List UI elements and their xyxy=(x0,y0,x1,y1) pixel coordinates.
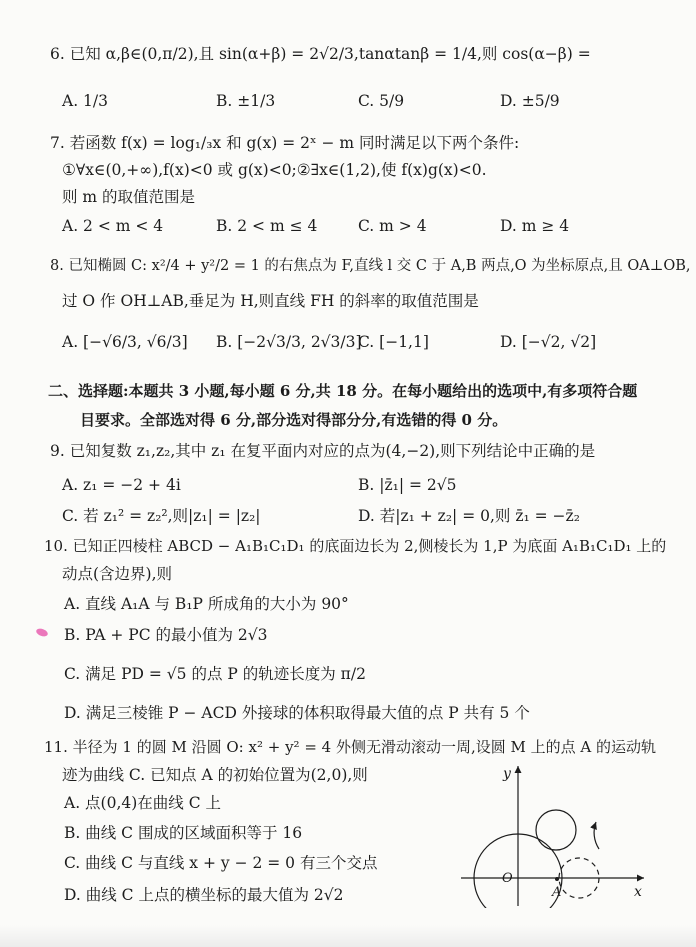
q11-option-a: A. 点(0,4)在曲线 C 上 xyxy=(64,794,222,812)
q6-option-a: A. 1/3 xyxy=(62,92,108,110)
circle-m xyxy=(536,810,576,850)
section2-heading-line2: 目要求。全部选对得 6 分,部分选对得部分分,有选错的得 0 分。 xyxy=(80,411,508,429)
q8-option-a: A. [−√6/3, √6/3] xyxy=(62,333,188,351)
x-axis-label: x xyxy=(634,884,642,900)
q10-option-a: A. 直线 A₁A 与 B₁P 所成角的大小为 90° xyxy=(64,595,349,613)
section2-heading-line1: 二、选择题:本题共 3 小题,每小题 6 分,共 18 分。在每小题给出的选项中,有多项符合题 xyxy=(48,382,638,400)
q11-option-b: B. 曲线 C 围成的区域面积等于 16 xyxy=(64,824,303,842)
q10-stem-line1: 10. 已知正四棱柱 ABCD − A₁B₁C₁D₁ 的底面边长为 2,侧棱长为 1,P 为底面 A₁B₁C₁D₁ 上的 xyxy=(44,537,667,555)
q6-stem: 6. 已知 α,β∈(0,π/2),且 sin(α+β) = 2√2/3,tanαtanβ = 1/4,则 cos(α−β) = xyxy=(50,45,591,63)
q9-option-a: A. z₁ = −2 + 4i xyxy=(62,476,181,494)
q11-stem-line1: 11. 半径为 1 的圆 M 沿圆 O: x² + y² = 4 外侧无滑动滚动一周,设圆 M 上的点 A 的运动轨 xyxy=(44,738,656,756)
q9-option-c: C. 若 z₁² = z₂²,则|z₁| = |z₂| xyxy=(62,507,261,525)
y-axis-label: y xyxy=(503,766,511,782)
q8-stem-line1: 8. 已知椭圆 C: x²/4 + y²/2 = 1 的右焦点为 F,直线 l 交 C 于 A,B 两点,O 为坐标原点,且 OA⊥OB, xyxy=(50,258,691,274)
q8-option-c: C. [−1,1] xyxy=(358,333,429,351)
q7-option-d: D. m ≥ 4 xyxy=(500,217,570,235)
q7-option-b: B. 2 < m ≤ 4 xyxy=(216,217,318,235)
q9-option-d: D. 若|z₁ + z₂| = 0,则 z̄₁ = −z̄₂ xyxy=(358,507,580,525)
origin-label: O xyxy=(502,871,513,886)
q6-option-d: D. ±5/9 xyxy=(500,92,560,110)
q6-option-c: C. 5/9 xyxy=(358,92,405,110)
q8-option-b: B. [−2√3/3, 2√3/3] xyxy=(216,333,362,351)
q10-option-b: B. PA + PC 的最小值为 2√3 xyxy=(64,626,268,644)
q11-option-d: D. 曲线 C 上点的横坐标的最大值为 2√2 xyxy=(64,886,344,904)
q7-stem: 7. 若函数 f(x) = log₁/₃x 和 g(x) = 2ˣ − m 同时满足以下两个条件: xyxy=(50,134,520,152)
q8-stem-line2: 过 O 作 OH⊥AB,垂足为 H,则直线 FH 的斜率的取值范围是 xyxy=(62,292,479,310)
q8-option-d: D. [−√2, √2] xyxy=(500,333,597,351)
pink-highlighter-mark xyxy=(35,627,49,638)
q10-option-c: C. 满足 PD = √5 的点 P 的轨迹长度为 π/2 xyxy=(64,665,366,683)
q9-stem: 9. 已知复数 z₁,z₂,其中 z₁ 在复平面内对应的点为(4,−2),则下列结论中正确的是 xyxy=(50,442,596,460)
point-a xyxy=(555,877,559,881)
rolling-circle-figure xyxy=(456,758,656,908)
q6-option-b: B. ±1/3 xyxy=(216,92,276,110)
point-a-label: A xyxy=(552,885,562,900)
q7-conditions: ①∀x∈(0,+∞),f(x)<0 或 g(x)<0;②∃x∈(1,2),使 f(x)g(x)<0. xyxy=(62,161,487,179)
q10-stem-line2: 动点(含边界),则 xyxy=(62,565,173,583)
q7-option-a: A. 2 < m < 4 xyxy=(62,217,164,235)
q7-ask: 则 m 的取值范围是 xyxy=(62,188,196,206)
q9-option-b: B. |z̄₁| = 2√5 xyxy=(358,476,457,494)
page-bottom-shadow xyxy=(0,925,696,947)
rotation-arrow xyxy=(594,822,599,849)
q11-option-c: C. 曲线 C 与直线 x + y − 2 = 0 有三个交点 xyxy=(64,854,378,872)
q11-stem-line2: 迹为曲线 C. 已知点 A 的初始位置为(2,0),则 xyxy=(62,766,368,784)
q10-option-d: D. 满足三棱锥 P − ACD 外接球的体积取得最大值的点 P 共有 5 个 xyxy=(64,704,530,722)
q7-option-c: C. m > 4 xyxy=(358,217,427,235)
